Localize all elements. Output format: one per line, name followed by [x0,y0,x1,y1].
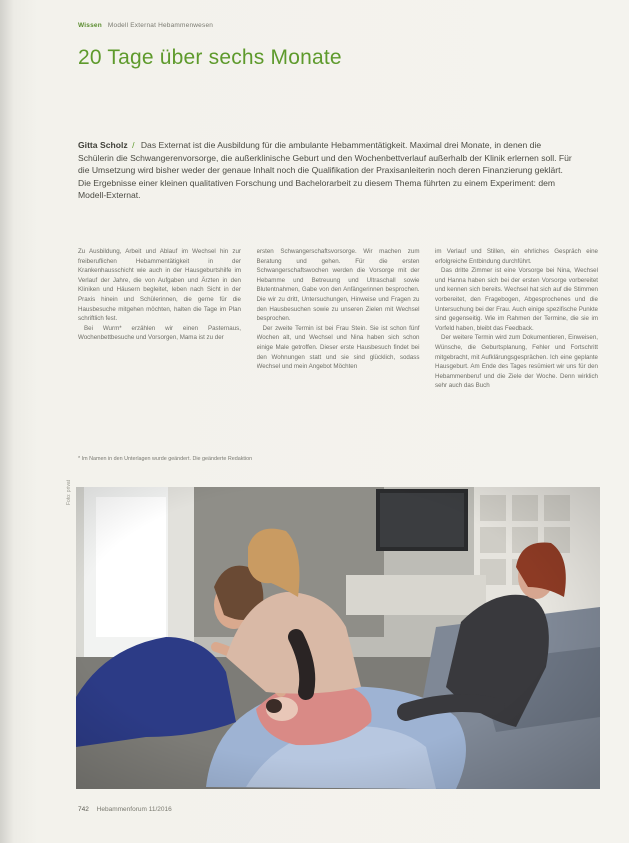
body-columns [78,247,598,445]
body-column-3 [435,247,598,445]
article-photo [76,487,600,789]
publication-name: Hebammenforum 11/2016 [96,806,172,813]
author-name: Gitta Scholz [78,140,128,150]
photo-scene [76,487,600,789]
body-column-2 [257,247,420,445]
photo-credit: Foto: privat [66,479,72,505]
body-paragraph: Zu Ausbildung, Arbeit und Ablauf im Wechsel hin zur freiberuflichen Hebammentätigkeit in der Krankenhausschicht wie auch in der Hausgeburtshilfe im Verlauf der Jahre, die von Aufgaben und Ärzten in den Kliniken und Häusern begleitet, leben nach Sicht in der Praxis hinein und Schülerinnen, die gerne für die Hausbesuche mitgehen möchten, halten die Tage im Plan schriftlich fest. [78,248,241,323]
article-lead [78,139,578,202]
running-head [78,22,213,29]
lead-text: Das Externat ist die Ausbildung für die ambulante Hebammentätigkeit. Maximal drei Monate, in denen die Schülerin die Schwangerenvorsorge, die außerklinische Geburt und den Wochenbettverlauf außerhalb der Klinik erlernen soll. Für die Umsetzung wird bisher weder der genaue Inhalt noch die Qualifikation der Praxisanleiterin noch deren Finanzierung geklärt. Die Ergebnisse einer kleinen qualitativen Forschung und Bachelorarbeit zu diesem Thema führten zu einem Experiment: dem Modell-Externat. [78,140,572,201]
page-footer [78,806,172,813]
footnote: * Im Namen in den Unterlagen wurde geändert. Die geänderte Redaktion [78,456,253,462]
body-paragraph: ersten Schwangerschaftsvorsorge. Wir machen zum Beratung und gehen. Für die ersten Schwangerschaftswochen werden die Vorsorge mit der Hebamme und Betreuung und Ultraschall sowie Blutentnahmen, Gabe von den Anfängerinnen besprochen. Die wir zu dritt, Untersuchungen, Hinweise und Fragen zu den Hausbesuchen sowie zu unseren Zielen mit Wechsel besprochen. [256,248,420,323]
running-head-topic: Modell Externat Hebammenwesen [107,22,214,29]
body-paragraph: Das dritte Zimmer ist eine Vorsorge bei Nina, Wechsel und Hanna haben sich bei der ersten Vorsorge vorbereitet und kennen sich bereits. Wechsel hat sich auf die Stimmen vorbereitet, den Fragebogen, Abgesprochenes und die Untersuchung bei der Frau. Auch einige spezifische Punkte sind gegenseitig. Wie im Rahmen der Termine, die sie im Vorfeld haben, bleibt das Feedback. [435,267,598,332]
binding-shadow [0,0,14,843]
author-separator: / [132,140,135,150]
running-head-section: Wissen [78,22,102,29]
body-paragraph: Der zweite Termin ist bei Frau Stein. Sie ist schon fünf Wochen alt, und Wechsel und Nina haben sich schon einige Male getroffen. Dieser erste Hausbesuch findet bei den Wohnungen statt und sie sind glücklich, sodass Wechsel und mein Angebot Möchten [256,324,420,371]
body-paragraph: Bei Wurm* erzählen wir einen Pasternaus, Wochenbettbesuche und Vorsorgen, Mama ist zu der [78,324,241,342]
page-number: 742 [78,806,89,813]
body-paragraph: im Verlauf und Stillen, ein ehrliches Gespräch eine erfolgreiche Entbindung durchführt. [435,248,598,265]
body-paragraph: Der weitere Termin wird zum Dokumentieren, Einweisen, Wünsche, die Geburtsplanung, Fehler und Fortschritt mitgebracht, mit Aufklärungsgesprächen. Ich eine geplante Hausgeburt. Am Ende des Tages resümiert wir uns für den Hebammenberuf und die Ziele der Woche. Denn wirklich sehr auch das Buch [435,334,598,390]
article-headline: 20 Tage über sechs Monate [78,46,342,69]
body-column-1 [78,247,241,445]
